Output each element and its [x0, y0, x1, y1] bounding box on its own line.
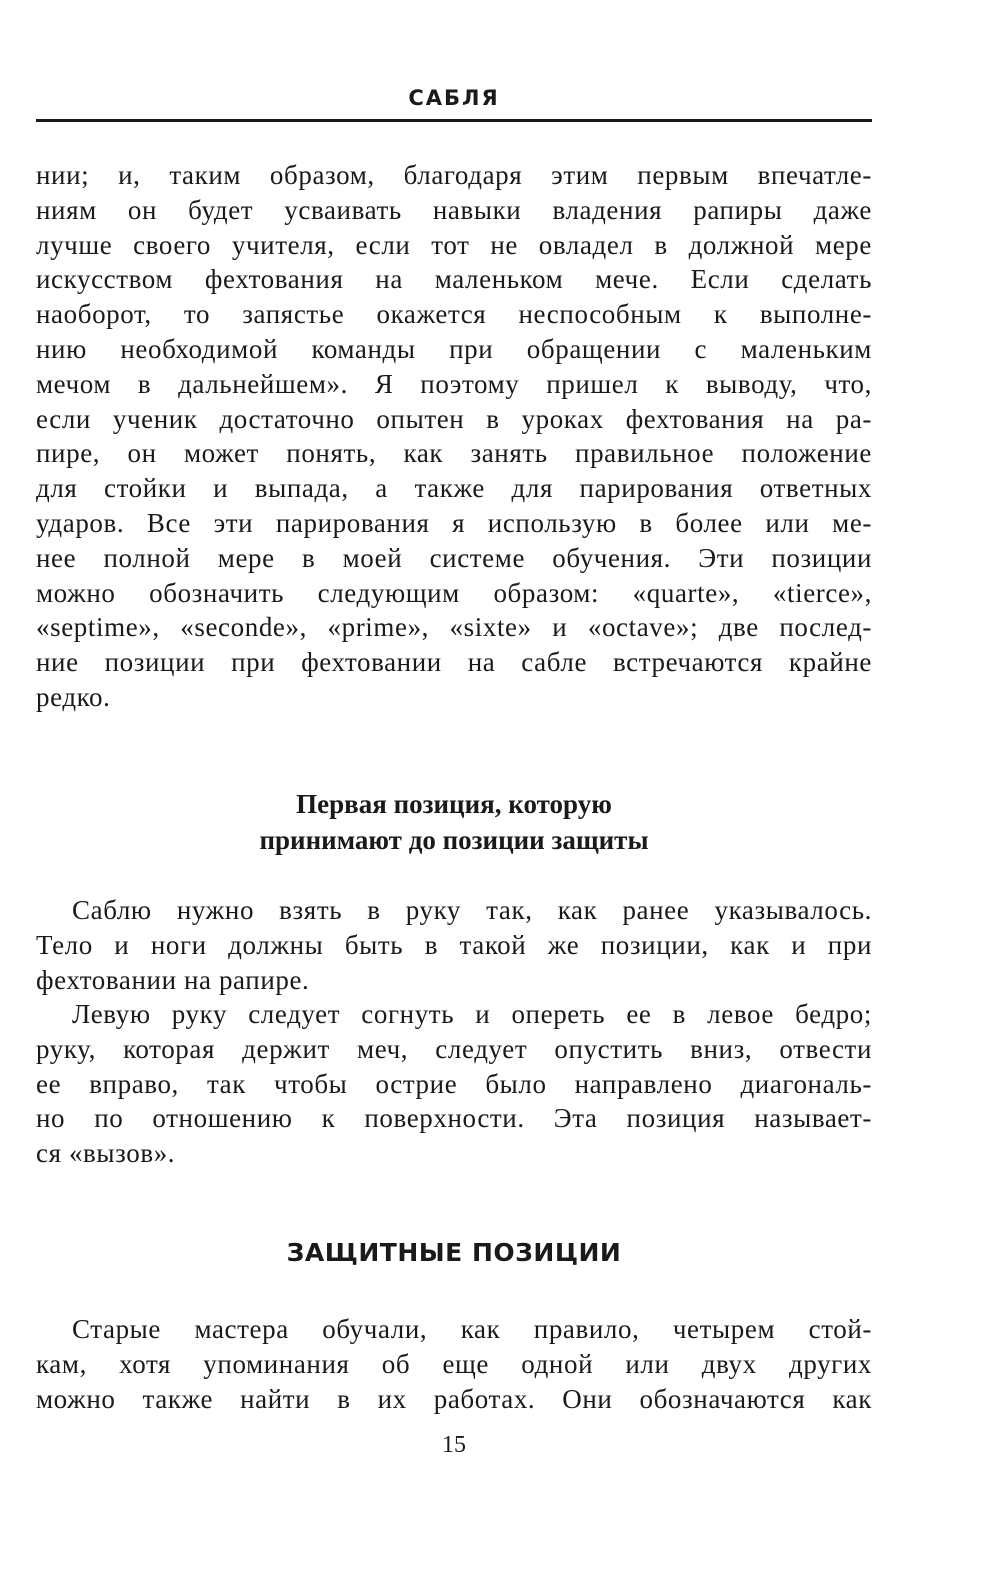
header-rule: [36, 119, 872, 122]
text-line: пире, он может понять, как занять правильное положение: [36, 438, 872, 469]
text-line: Тело и ноги должны быть в такой же позиции, как и при: [36, 929, 872, 960]
text-line: но по отношению к поверхности. Эта позиция называет-: [36, 1103, 872, 1134]
text-line: ние позиции при фехтовании на сабле встречаются крайне: [36, 647, 872, 678]
text-line: для стойки и выпада, а также для парирования ответных: [36, 473, 872, 504]
text-line: Старые мастера обучали, как правило, четырем стой-: [72, 1314, 872, 1344]
text-line: ударов. Все эти парирования я использую в более или ме-: [36, 507, 872, 538]
paragraph-grip: [36, 893, 872, 997]
text-line: Саблю нужно взять в руку так, как ранее указывалось.: [72, 895, 872, 925]
text-line: редко.: [36, 681, 111, 712]
subheading: [36, 786, 872, 858]
text-line: нию необходимой команды при обращении с маленьким: [36, 333, 872, 364]
text-line: нии; и, таким образом, благодаря этим первым впечатле-: [36, 160, 872, 190]
running-head: САБЛЯ: [408, 86, 500, 110]
paragraph-continued: [36, 158, 872, 715]
text-line: ниям он будет усваивать навыки владения рапиры даже: [36, 194, 872, 225]
subheading-line: принимают до позиции защиты: [259, 825, 649, 855]
text-line: ся «вызов».: [36, 1138, 176, 1169]
text-line: можно также найти в их работах. Они обозначаются как: [36, 1383, 872, 1414]
paragraph-guards: [36, 1312, 872, 1416]
text-line: можно обозначить следующим образом: «quarte», «tierce»,: [36, 577, 872, 608]
text-line: нее полной мере в моей системе обучения. Эти позиции: [36, 542, 872, 573]
text-line: руку, которая держит меч, следует опустить вниз, отвести: [36, 1033, 872, 1064]
text-line: если ученик достаточно опытен в уроках фехтования на ра-: [36, 403, 872, 434]
text-line: лучше своего учителя, если тот не овладел в должной мере: [36, 229, 872, 260]
section-title: ЗАЩИТНЫЕ ПОЗИЦИИ: [286, 1238, 622, 1267]
page-number: 15: [442, 1432, 466, 1458]
text-line: «septime», «seconde», «prime», «sixte» и «octave»; две послед-: [36, 612, 872, 643]
text-line: кам, хотя упоминания об еще одной или двух других: [36, 1348, 872, 1379]
text-line: искусством фехтования на маленьком мече. Если сделать: [36, 264, 872, 295]
text-line: мечом в дальнейшем». Я поэтому пришел к выводу, что,: [36, 368, 872, 399]
text-line: Левую руку следует согнуть и опереть ее в левое бедро;: [72, 999, 872, 1029]
text-line: ее вправо, так чтобы острие было направлено диагональ-: [36, 1068, 872, 1099]
paragraph-stance: [36, 997, 872, 1171]
text-line: фехтовании на рапире.: [36, 964, 310, 995]
text-line: наоборот, то запястье окажется неспособным к выполне-: [36, 299, 872, 330]
subheading-line: Первая позиция, которую: [296, 789, 612, 819]
